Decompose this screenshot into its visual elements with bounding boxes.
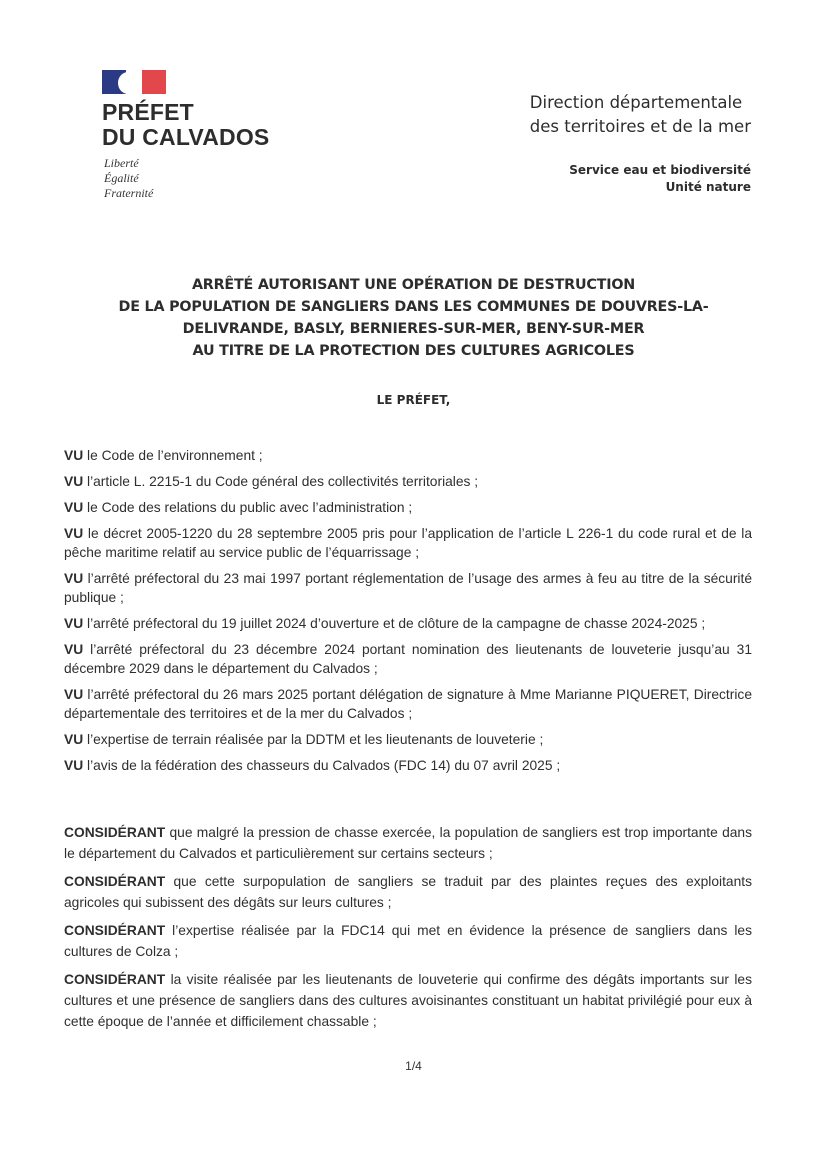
vu-item — [64, 472, 752, 491]
vu-text: l’article L. 2215-1 du Code général des collectivités territoriales ; — [83, 474, 479, 489]
direction-line1: Direction départementale — [529, 93, 743, 112]
motto-liberte: Liberté — [104, 156, 139, 170]
vu-keyword: VU — [64, 687, 84, 702]
vu-keyword: VU — [64, 642, 84, 657]
title-line: AU TITRE DE LA PROTECTION DES CULTURES AGRICOLES — [192, 343, 635, 359]
vu-text: le Code de l’environnement ; — [83, 448, 263, 463]
vu-text: le Code des relations du public avec l’administration ; — [83, 500, 413, 515]
vu-section — [64, 446, 752, 782]
vu-text: le décret 2005-1220 du 28 septembre 2005 pris pour l’application de l’article L 226-1 du code rural et de la pêche maritime relatif au service public de l’équarrissage ; — [64, 526, 752, 560]
vu-item — [64, 730, 752, 749]
vu-keyword: VU — [64, 758, 84, 773]
considerant-text: la visite réalisée par les lieutenants de louveterie qui confirme des dégâts importants sur les cultures et une présence de sangliers dans des cultures avoisinantes constituant un habitat privilégié pour eux à cette époque de l’année et difficilement chassable ; — [64, 972, 752, 1029]
considerant-text: l’expertise réalisée par la FDC14 qui met en évidence la présence de sangliers dans les cultures de Colza ; — [64, 923, 752, 959]
vu-item — [64, 685, 752, 723]
considerant-item — [64, 920, 752, 962]
considerant-item — [64, 822, 752, 864]
vu-item — [64, 524, 752, 562]
considerant-section — [64, 822, 752, 1039]
motto-egalite: Égalité — [104, 171, 139, 185]
le-prefet-heading: LE PRÉFET, — [376, 393, 451, 407]
direction-line2: des territoires et de la mer — [529, 117, 751, 136]
vu-item — [64, 614, 752, 633]
vu-keyword: VU — [64, 448, 84, 463]
marianne-profile-icon — [118, 72, 138, 94]
vu-text: l’arrêté préfectoral du 23 décembre 2024 portant nomination des lieutenants de louveterie jusqu’au 31 décembre 2029 dans le département du Calvados ; — [64, 642, 752, 676]
vu-item — [64, 756, 752, 775]
vu-item — [64, 569, 752, 607]
considerant-text: que cette surpopulation de sangliers se traduit par des plaintes reçues des exploitants agricoles qui subissent des dégâts sur leurs cultures ; — [64, 874, 752, 910]
considerant-item — [64, 871, 752, 913]
service-name: Service eau et biodiversité — [569, 163, 751, 177]
vu-keyword: VU — [64, 732, 84, 747]
considerant-keyword: CONSIDÉRANT — [64, 972, 166, 987]
vu-text: l’arrêté préfectoral du 19 juillet 2024 d’ouverture et de clôture de la campagne de chasse 2024-2025 ; — [83, 616, 706, 631]
republic-motto — [104, 156, 153, 201]
title-line: DE LA POPULATION DE SANGLIERS DANS LES COMMUNES DE DOUVRES-LA- — [118, 299, 709, 315]
vu-text: l’expertise de terrain réalisée par la DDTM et les lieutenants de louveterie ; — [83, 732, 544, 747]
considerant-keyword: CONSIDÉRANT — [64, 923, 166, 938]
unit-name: Unité nature — [665, 180, 751, 194]
vu-item — [64, 446, 752, 465]
vu-keyword: VU — [64, 500, 84, 515]
decree-title — [60, 274, 767, 362]
considerant-keyword: CONSIDÉRANT — [64, 874, 166, 889]
vu-keyword: VU — [64, 474, 84, 489]
vu-keyword: VU — [64, 526, 84, 541]
vu-text: l’arrêté préfectoral du 26 mars 2025 portant délégation de signature à Mme Marianne PIQUERET, Directrice départementale des territoires et de la mer du Calvados ; — [64, 687, 752, 721]
considerant-item — [64, 969, 752, 1032]
considerant-keyword: CONSIDÉRANT — [64, 825, 166, 840]
issuing-direction — [530, 91, 751, 139]
marianne-logo-icon — [102, 70, 166, 94]
vu-item — [64, 498, 752, 517]
considerant-text: que malgré la pression de chasse exercée, la population de sangliers est trop importante dans le département du Calvados et particulièrement sur certains secteurs ; — [64, 825, 752, 861]
vu-keyword: VU — [64, 616, 84, 631]
title-line: ARRÊTÉ AUTORISANT UNE OPÉRATION DE DESTRUCTION — [191, 277, 636, 293]
prefet-line2: DU CALVADOS — [102, 124, 270, 150]
motto-fraternite: Fraternité — [104, 186, 154, 200]
vu-text: l’avis de la fédération des chasseurs du Calvados (FDC 14) du 07 avril 2025 ; — [83, 758, 561, 773]
vu-text: l’arrêté préfectoral du 23 mai 1997 portant réglementation de l’usage des armes à feu au titre de la sécurité publique ; — [64, 571, 752, 605]
service-info — [569, 162, 751, 196]
page-number: 1/4 — [405, 1059, 422, 1073]
vu-keyword: VU — [64, 571, 84, 586]
prefet-title — [102, 100, 269, 150]
vu-item — [64, 640, 752, 678]
flag-red-band — [142, 70, 166, 94]
prefet-line1: PRÉFET — [102, 99, 194, 125]
title-line: DELIVRANDE, BASLY, BERNIERES-SUR-MER, BENY-SUR-MER — [182, 321, 645, 337]
